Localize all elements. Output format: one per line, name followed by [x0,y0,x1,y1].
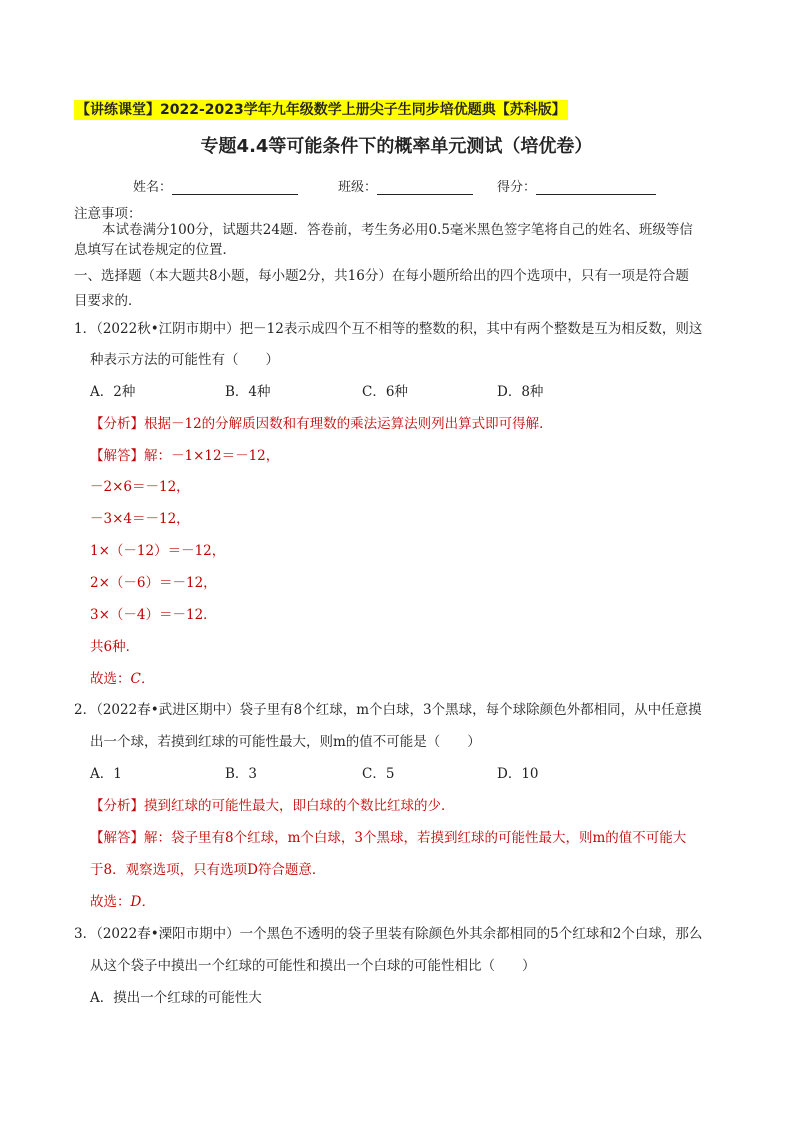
q1-option-a: A．2种 [90,384,136,400]
student-info-row [0,176,793,196]
section-heading-line-2: 目要求的． [74,293,142,309]
q1-step-1: －2×6＝－12， [90,479,190,495]
q2-option-c: C．5 [362,766,395,782]
q1-option-b: B．4种 [225,384,271,400]
class-label: 班级： [338,180,378,195]
class-field [338,176,473,195]
q1-total: 共6种． [90,639,140,655]
name-label: 姓名： [133,180,173,195]
class-blank [377,179,473,195]
notice-heading: 注意事项： [74,206,142,222]
q1-step-5: 3×（－4）＝－12． [90,607,217,623]
score-label: 得分： [497,180,537,195]
q1-step-2: －3×4＝－12， [90,511,190,527]
section-heading-line-1: 一、选择题（本大题共8小题，每小题2分，共16分）在每小题所给出的四个选项中，只有一项是符合题 [74,268,689,284]
q1-step-4: 2×（－6）＝－12， [90,575,217,591]
q1-option-c: C．6种 [362,384,408,400]
q2-option-d: D．10 [497,766,539,782]
score-field [497,176,656,195]
q1-answer-head: 【解答】解：－1×12＝－12， [90,448,280,464]
q2-answer-line-1: 【解答】解：袋子里有8个红球，m个白球，3个黑球，若摸到红球的可能性最大，则m的值不可能大 [90,830,687,846]
q1-choose-value: C． [130,671,155,687]
q1-step-3: 1×（－12）＝－12， [90,543,226,559]
q2-answer-line-2: 于8．观察选项，只有选项D符合题意． [90,862,326,878]
q3-stem-line-2: 从这个袋子中摸出一个红球的可能性和摸出一个白球的可能性相比（ ） [90,958,536,974]
score-blank [536,179,656,195]
q2-stem-line-2: 出一个球，若摸到红球的可能性最大，则m的值不可能是（ ） [90,734,481,750]
notice-line-2: 息填写在试卷规定的位置． [74,242,236,258]
q1-option-d: D．8种 [497,384,544,400]
name-blank [172,179,298,195]
q1-choose [90,669,154,689]
q1-stem-line-1: 1．（2022秋•江阴市期中）把－12表示成四个互不相等的整数的积，其中有两个整数是互为相反数，则这 [74,321,703,337]
q3-option-a: A．摸出一个红球的可能性大 [90,990,262,1006]
q1-choose-label: 故选： [90,671,131,687]
q2-analysis: 【分析】摸到红球的可能性最大，即白球的个数比红球的少． [90,798,455,814]
q2-choose [90,892,155,912]
q1-stem-line-2: 种表示方法的可能性有（ ） [90,352,279,368]
q2-stem-line-1: 2．（2022春•武进区期中）袋子里有8个红球，m个白球，3个黑球，每个球除颜色外都相同，从中任意摸 [74,702,702,718]
name-field [133,176,298,195]
header-banner: 【讲练课堂】2022-2023学年九年级数学上册尖子生同步培优题典【苏科版】 [76,102,566,118]
q3-stem-line-1: 3．（2022春•溧阳市期中）一个黑色不透明的袋子里装有除颜色外其余都相同的5个红球和2个白球，那么 [74,926,703,942]
q1-analysis: 【分析】根据－12的分解质因数和有理数的乘法运算法则列出算式即可得解． [90,416,553,432]
q2-choose-value: D． [130,894,155,910]
q2-option-b: B．3 [225,766,258,782]
q2-option-a: A．1 [90,766,122,782]
notice-line-1: 本试卷满分100分，试题共24题．答卷前，考生务必用0.5毫米黑色签字笔将自己的姓名、班级等信 [102,222,693,238]
q2-choose-label: 故选： [90,894,131,910]
page-title: 专题4.4等可能条件下的概率单元测试（培优卷） [200,136,593,157]
